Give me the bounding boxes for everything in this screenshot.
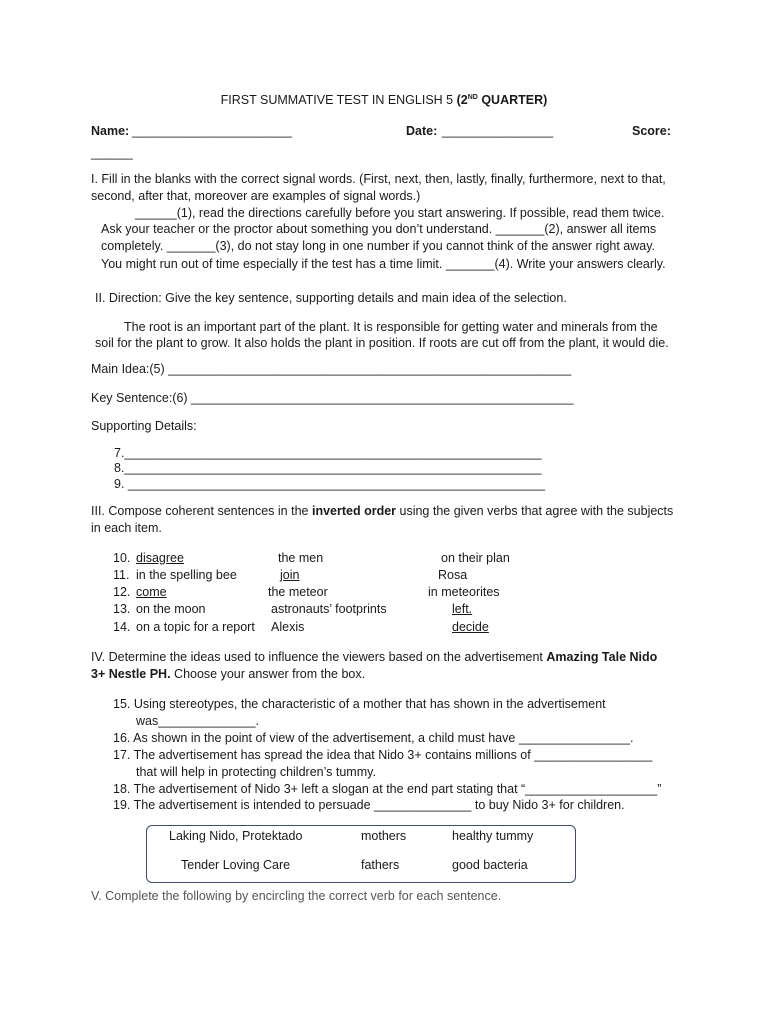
choice: fathers	[361, 858, 400, 872]
score-label: Score:	[632, 124, 671, 138]
question-16[interactable]: 16. As shown in the point of view of the advertisement, a child must have ________________.	[113, 731, 634, 745]
part1-paragraph-line1: ______(1), read the directions carefully before you start answering. If possible, read them twice.	[135, 206, 665, 220]
item-subject: Rosa	[438, 568, 468, 582]
choice: good bacteria	[452, 858, 528, 872]
item-phrase: on a topic for a report	[136, 620, 255, 634]
supporting-details-label: Supporting Details:	[91, 419, 197, 433]
question-15-line1: 15. Using stereotypes, the characteristic of a mother that has shown in the advertisement	[113, 697, 606, 711]
key-sentence-item[interactable]: Key Sentence:(6) _______________________________________________________	[91, 391, 574, 405]
item-subject: astronauts’ footprints	[271, 602, 387, 616]
item-phrase: in the spelling bee	[136, 568, 237, 582]
page-title: FIRST SUMMATIVE TEST IN ENGLISH 5 (2ND QUARTER)	[220, 93, 548, 107]
question-19[interactable]: 19. The advertisement is intended to persuade ______________ to buy Nido 3+ for children.	[113, 798, 625, 812]
item-phrase: on their plan	[441, 551, 510, 565]
item-number: 11.	[113, 568, 130, 582]
passage-line1: The root is an important part of the plant. It is responsible for getting water and minerals from the	[124, 320, 658, 334]
choice: Tender Loving Care	[181, 858, 291, 872]
part1-paragraph-line3: completely. _______(3), do not stay long in one number if you cannot think of the answer right away.	[101, 239, 656, 253]
choice: mothers	[361, 829, 407, 843]
score-field[interactable]: ______	[91, 146, 133, 160]
item-phrase: on the moon	[136, 602, 206, 616]
date-field[interactable]: ________________	[442, 124, 554, 138]
choice: healthy tummy	[452, 829, 534, 843]
item-verb: disagree	[136, 551, 184, 565]
detail-8[interactable]: 8.____________________________________________________________	[114, 461, 542, 475]
choice: Laking Nido, Protektado	[169, 829, 303, 843]
item-subject: the men	[278, 551, 324, 565]
question-18[interactable]: 18. The advertisement of Nido 3+ left a slogan at the end part stating that “___________________”	[113, 782, 662, 796]
part4-instruction-line2: 3+ Nestle PH. Choose your answer from the box.	[91, 667, 366, 681]
part2-direction: II. Direction: Give the key sentence, supporting details and main idea of the selection.	[95, 291, 567, 305]
question-17-line1[interactable]: 17. The advertisement has spread the idea that Nido 3+ contains millions of _________________	[113, 748, 653, 762]
item-subject: the meteor	[268, 585, 328, 599]
item-number: 12.	[113, 585, 131, 599]
name-label: Name:	[91, 124, 130, 138]
part1-instruction-line1: I. Fill in the blanks with the correct signal words. (First, next, then, lastly, finally, furthermore, next to that,	[91, 172, 666, 186]
item-verb: join	[280, 568, 300, 582]
item-number: 13.	[113, 602, 131, 616]
item-subject: Alexis	[271, 620, 305, 634]
date-label: Date:	[406, 124, 438, 138]
detail-9[interactable]: 9. ____________________________________________________________	[114, 477, 546, 491]
part5-instruction: V. Complete the following by encircling the correct verb for each sentence.	[91, 889, 502, 903]
question-15-line2[interactable]: was______________.	[136, 714, 260, 728]
part1-instruction-line2: second, after that, moreover are examples of signal words.)	[91, 189, 421, 203]
part3-instruction-line2: in each item.	[91, 521, 162, 535]
detail-7[interactable]: 7.____________________________________________________________	[114, 446, 542, 460]
item-number: 14.	[113, 620, 131, 634]
part4-instruction-line1: IV. Determine the ideas used to influence the viewers based on the advertisement Amazing Tale Nido	[91, 650, 658, 664]
part1-paragraph-line2: Ask your teacher or the proctor about something you don’t understand. _______(2), answer all items	[101, 222, 657, 236]
item-verb: come	[136, 585, 167, 599]
item-verb: left.	[452, 602, 473, 616]
question-17-line2: that will help in protecting children’s tummy.	[136, 765, 376, 779]
main-idea-item[interactable]: Main Idea:(5) __________________________________________________________	[91, 362, 572, 376]
item-phrase: in meteorites	[428, 585, 500, 599]
part1-paragraph-line4: You might run out of time especially if the test has a time limit. _______(4). Write your answers clearly.	[101, 257, 666, 271]
item-number: 10.	[113, 551, 131, 565]
item-verb: decide	[452, 620, 489, 634]
part3-instruction-line1: III. Compose coherent sentences in the inverted order using the given verbs that agree with the subjects	[91, 504, 674, 518]
passage-line2: soil for the plant to grow. It also holds the plant in position. If roots are cut off from the plant, it would die.	[95, 336, 669, 350]
name-field[interactable]: _______________________	[132, 124, 292, 138]
